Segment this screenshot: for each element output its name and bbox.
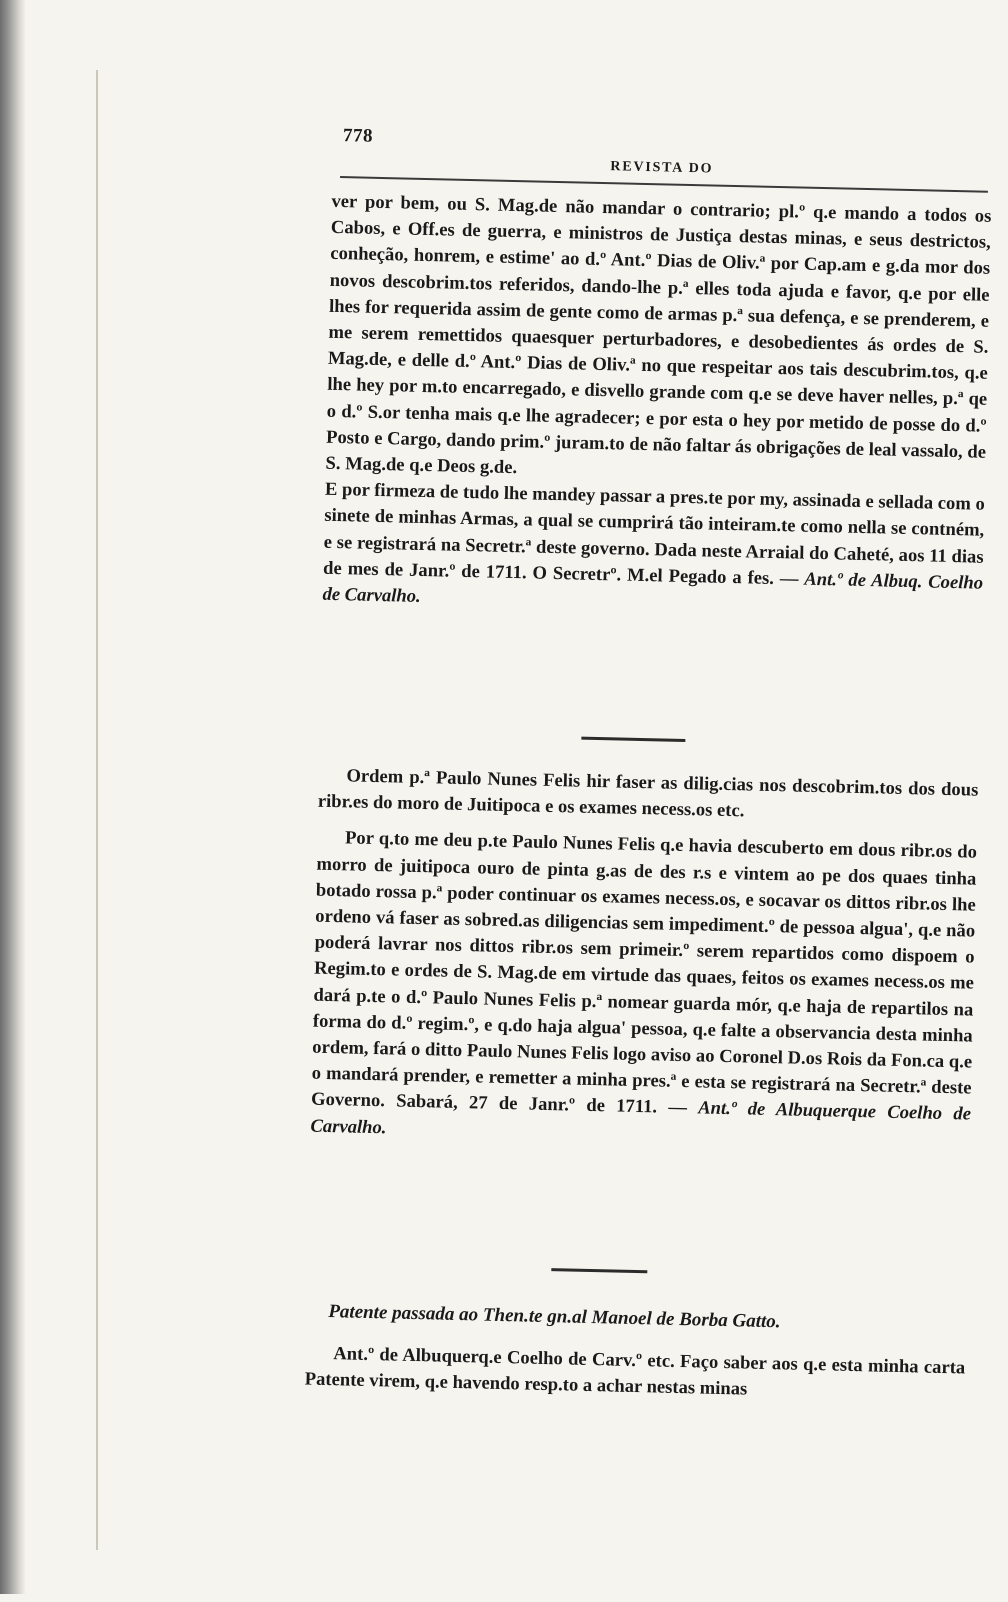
section-3-title: Patente passada ao Then.te gn.al Manoel de Borba Gatto. — [328, 1301, 781, 1333]
header-rule — [340, 176, 988, 192]
section-separator-2 — [551, 1268, 647, 1273]
section-separator-1 — [581, 737, 685, 742]
page-number: 778 — [342, 125, 374, 147]
section-1-paragraph-2 — [322, 477, 985, 623]
section-2-paragraph — [310, 825, 977, 1154]
section-3-text — [304, 1341, 965, 1408]
section-3-paragraph: Ant.º de Albuquerq.e Coelho de Carv.º etc. Faço saber aos q.e esta minha carta Patente virem, q.e havendo resp.to a achar nestas minas — [304, 1343, 966, 1400]
section-1-paragraph-1: ver por bem, ou S. Mag.de não mandar o contrario; pl.º q.e mando a todos os Cabos, e Off.es de guerra, e ministros de Justiça destas minas, e seus destrictos, conheção, honrem, e estime' ao d.º Ant.º Dias de Oliv.ª por Cap.am e g.da mor dos novos descobrim.tos referidos, dando-lhe p.ª elles toda ajuda e favor, q.e por elle lhes for requerida assim de gente como de armas p.ª sua defença, e se prenderem, e me serem remettidos quaesquer perturbadores, e desobedientes ás ordes de S. Mag.de, e delle d.º Ant.º Dias de Oliv.ª no que respeitar aos tais descubrim.tos, q.e lhe hey por m.to encarregado, e disvello grande com q.e se deve haver nelles, p.ª qe o d.º S.or tenha mais q.e lhe agradecer; e por esta o hey por metido de posse do d.º Posto e Cargo, dando prim.º juram.to de não faltar ás obrigações de leal vassalo, de S. Mag.de q.e Deos g.de. — [325, 190, 992, 479]
section-2-signature: Ant.º de Albuquerque Coelho de Carvalho. — [310, 1097, 972, 1138]
section-2-heading: Ordem p.ª Paulo Nunes Felis hir faser as dilig.cias nos descobrim.tos dos dous ribr.es do moro de Juitipoca e os exames necess.os etc. — [317, 765, 979, 822]
section-2-text — [310, 763, 978, 1155]
section-2-body: Por q.to me deu p.te Paulo Nunes Felis q.e havia descuberto em dous ribr.os do morro de juitipoca ouro de pinta g.as de des r.s e vintem ao pe dos quaes tinha botado rossa p.ª poder continuar os exames necess.os, e socavar os dittos ribr.os lhe ordeno vá faser as sobred.as diligencias sem impediment.º de pessoa algua', q.e não poderá lavrar nos dittos ribr.os sem primeir.º serem repartidos como dispoem o Regim.to e ordes de S. Mag.de em virtude das quaes, feitos os exames necess.os me dará p.te o d.º Paulo Nunes Felis p.ª nomear guarda mór, q.e haja de repartilos na forma do d.º regim.º, e q.do haja algua' pessoa, q.e falte a observancia desta minha ordem, fará o ditto Paulo Nunes Felis logo aviso ao Coronel D.os Rois da Fon.ca q.e o mandará prender, e remetter a minha pres.ª e esta se registrará na Secretr.ª deste Governo. Sabará, 27 de Janr.º de 1711. — — [310, 827, 978, 1119]
section-1-text — [322, 189, 991, 623]
section-1-signature: Ant.º de Albuq. Coelho de Carvalho. — [322, 568, 984, 608]
section-1-paragraph-2-text: E por firmeza de tudo lhe mandey passar a pres.te por my, assinada e sellada com o sinete de minhas Armas, a qual se cumprirá tão inteiram.te como nella se contném, e se registrará na Secretr.ª deste governo. Dada neste Arraial do Caheté, aos 11 dias de mes de Janr.º de 1711. O Secretrº. M.el Pegado a fes. — — [322, 479, 986, 590]
running-head: REVISTA DO — [610, 159, 714, 177]
